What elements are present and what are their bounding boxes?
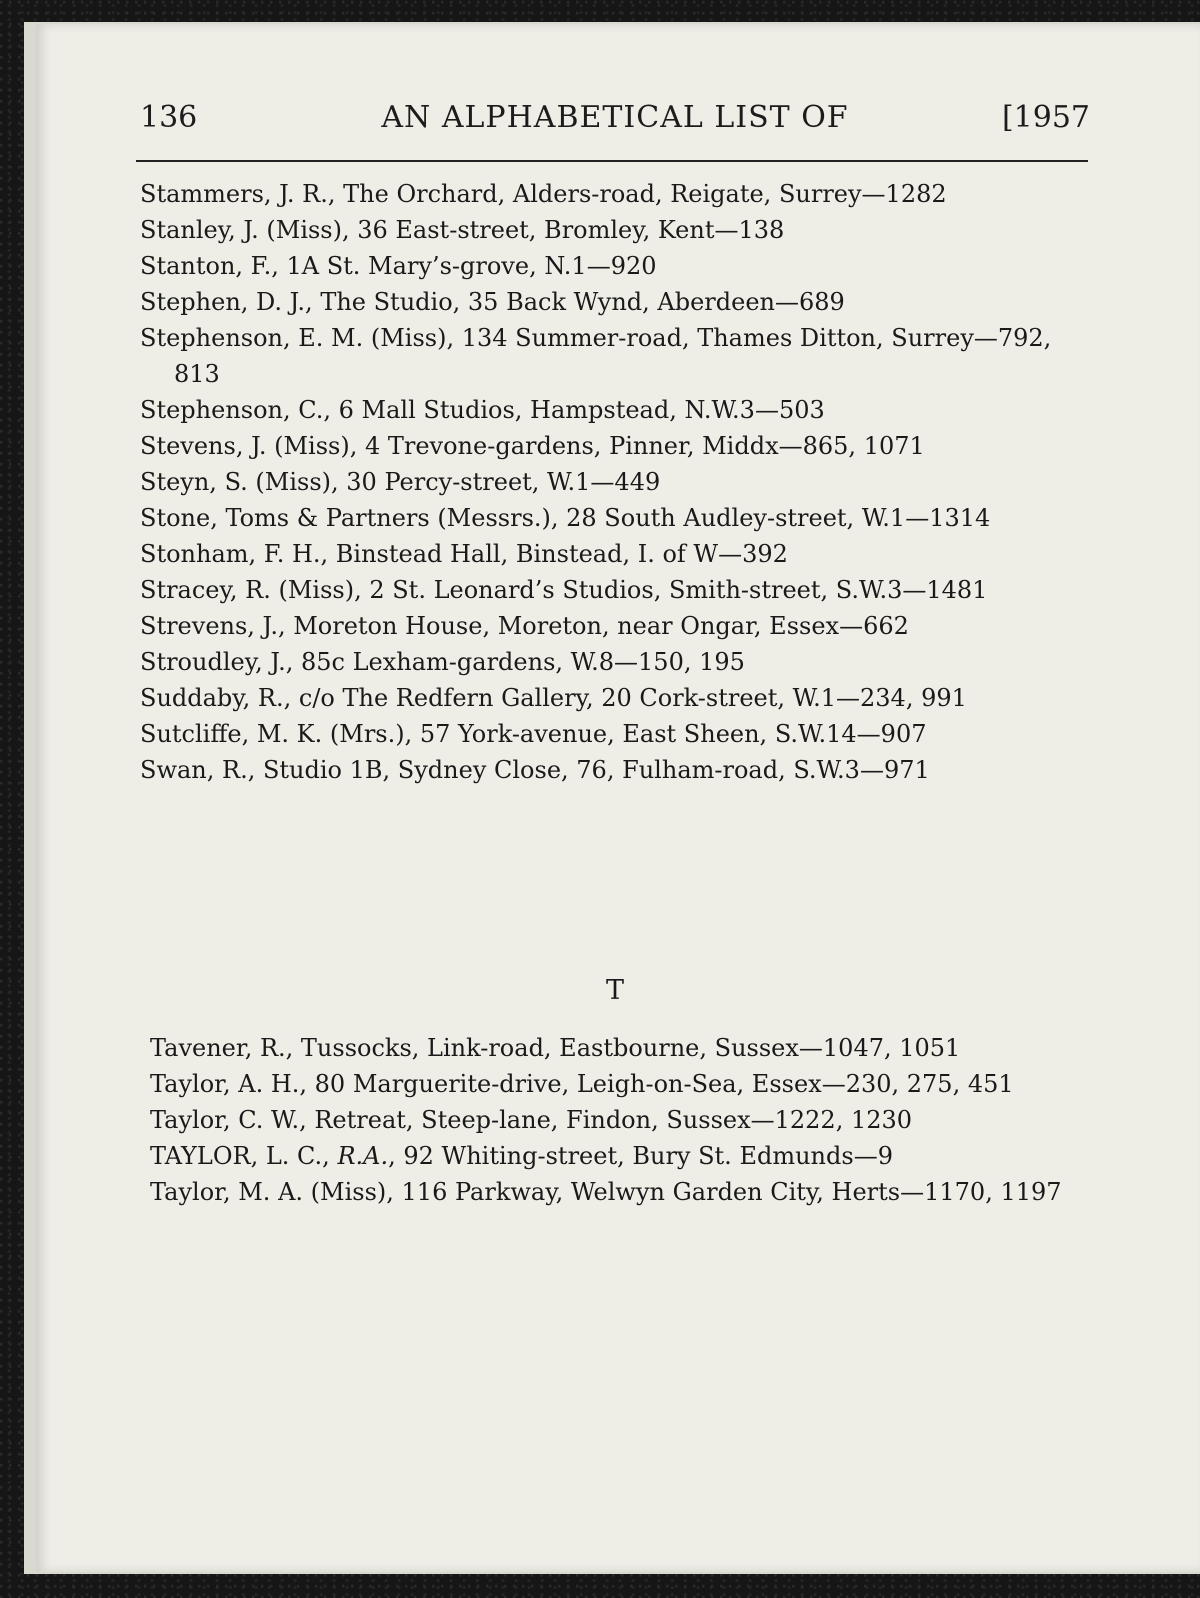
directory-entry: [140, 716, 1100, 752]
directory-entry: [140, 212, 1100, 248]
entry-name: Taylor, M. A.: [150, 1178, 304, 1206]
directory-entry: [150, 1030, 1110, 1066]
entry-name: Stracey, R.: [140, 576, 271, 604]
entry-name: Stonham, F. H.,: [140, 540, 329, 568]
entry-name: TAYLOR, L. C.,: [150, 1142, 330, 1170]
directory-entry: [140, 320, 1100, 392]
directory-entry: [140, 392, 1100, 428]
entry-refs: 150, 195: [638, 648, 745, 676]
entry-address: The Studio, 35 Back Wynd, Aberdeen: [312, 288, 776, 316]
directory-entry: [140, 608, 1100, 644]
entry-name: Stephen, D. J.,: [140, 288, 313, 316]
entry-address: Tussocks, Link-road, Eastbourne, Sussex: [293, 1034, 799, 1062]
entry-address: (Messrs.), 28 South Audley-street, W.1: [429, 504, 906, 532]
entry-refs: 138: [738, 216, 785, 244]
entry-address: (Miss), 36 East-street, Bromley, Kent: [258, 216, 715, 244]
running-header: [140, 100, 1090, 146]
entry-name: Steyn, S.: [140, 468, 248, 496]
entry-refs: 662: [863, 612, 909, 640]
entry-address: Studio 1B, Sydney Close, 76, Fulham-road, S.W.3: [255, 756, 860, 784]
entry-dash: —: [750, 1106, 775, 1134]
entry-dash: —: [798, 1034, 823, 1062]
year-marker: [1957: [1001, 100, 1090, 135]
entry-address: (Miss), 134 Summer-road, Thames Ditton, Surrey: [363, 324, 974, 352]
entry-name: Stone, Toms & Partners: [140, 504, 430, 532]
entry-name: Taylor, A. H.,: [150, 1070, 308, 1098]
entry-dash: —: [590, 468, 615, 496]
entry-refs: 230, 275, 451: [845, 1070, 1014, 1098]
directory-entry: [140, 464, 1100, 500]
entry-refs: 234, 991: [860, 684, 967, 712]
entry-dash: —: [861, 180, 886, 208]
entry-refs: 1170, 1197: [924, 1178, 1062, 1206]
directory-entry: [140, 248, 1100, 284]
entry-refs: 449: [614, 468, 661, 496]
entry-refs: 392: [742, 540, 788, 568]
directory-entry: [140, 752, 1100, 788]
entry-name: Strevens, J.,: [140, 612, 286, 640]
entry-address: (Miss), 4 Trevone-gardens, Pinner, Middx: [266, 432, 779, 460]
entry-dash: —: [614, 648, 639, 676]
entry-name: Stroudley, J.,: [140, 648, 294, 676]
entry-address: Moreton House, Moreton, near Ongar, Essex: [285, 612, 840, 640]
entry-address: , 92 Whiting-street, Bury St. Edmunds: [388, 1142, 854, 1170]
entry-dash: —: [902, 576, 927, 604]
entry-refs: 1314: [929, 504, 991, 532]
directory-entry: [140, 536, 1100, 572]
entry-refs: 971: [883, 756, 930, 784]
entry-address: The Orchard, Alders-road, Reigate, Surrey: [335, 180, 862, 208]
entry-dash: —: [836, 684, 861, 712]
entry-dash: —: [900, 1178, 925, 1206]
entry-name: Stanton, F.,: [140, 252, 279, 280]
directory-entry: [140, 176, 1100, 212]
entry-dash: —: [973, 324, 998, 352]
entry-dash: —: [714, 216, 739, 244]
entry-address: Binstead Hall, Binstead, I. of W: [328, 540, 719, 568]
entry-list-t: [150, 1030, 1110, 1210]
entry-dash: —: [586, 252, 611, 280]
directory-entry: [150, 1066, 1110, 1102]
entry-address: (Mrs.), 57 York-avenue, East Sheen, S.W.14: [322, 720, 857, 748]
entry-address: 85c Lexham-gardens, W.8: [293, 648, 615, 676]
entry-refs: 792, 813: [174, 324, 1052, 388]
entry-dash: —: [778, 432, 803, 460]
entry-dash: —: [718, 540, 743, 568]
entry-address: 80 Marguerite-drive, Leigh-on-Sea, Essex: [307, 1070, 822, 1098]
directory-entry: [140, 644, 1100, 680]
directory-entry: [150, 1174, 1110, 1210]
section-letter: T: [605, 975, 624, 1006]
entry-address: (Miss), 30 Percy-street, W.1: [247, 468, 591, 496]
directory-entry: [140, 680, 1100, 716]
entry-refs: 503: [778, 396, 825, 424]
entry-dash: —: [859, 756, 884, 784]
entry-name: Stephenson, C.,: [140, 396, 332, 424]
entry-refs: 907: [880, 720, 927, 748]
entry-refs: 1222, 1230: [774, 1106, 913, 1134]
entry-dash: —: [856, 720, 881, 748]
entry-dash: —: [853, 1142, 878, 1170]
entry-name: Stevens, J.: [140, 432, 267, 460]
directory-entry: [140, 428, 1100, 464]
entry-refs: 9: [877, 1142, 893, 1170]
entry-dash: —: [905, 504, 930, 532]
page-number: 136: [140, 100, 198, 135]
entry-refs: 920: [610, 252, 657, 280]
directory-entry: [140, 572, 1100, 608]
entry-list-s: [140, 176, 1100, 788]
entry-dash: —: [754, 396, 779, 424]
directory-entry: [140, 284, 1100, 320]
entry-address: c/o The Redfern Gallery, 20 Cork-street, W.1: [291, 684, 837, 712]
directory-entry: [140, 500, 1100, 536]
entry-title-abbrev: R.A.: [337, 1142, 389, 1170]
page-title: AN ALPHABETICAL LIST OF: [381, 100, 849, 135]
entry-address: 6 Mall Studios, Hampstead, N.W.3: [331, 396, 755, 424]
entry-name: Stammers, J. R.,: [140, 180, 336, 208]
entry-address: (Miss), 116 Parkway, Welwyn Garden City, Herts: [303, 1178, 901, 1206]
entry-refs: 689: [799, 288, 845, 316]
entry-dash: —: [821, 1070, 846, 1098]
entry-dash: —: [775, 288, 800, 316]
entry-address: (Miss), 2 St. Leonard’s Studios, Smith-street, S.W.3: [270, 576, 903, 604]
entry-name: Sutcliffe, M. K.: [140, 720, 323, 748]
entry-name: Suddaby, R.,: [140, 684, 292, 712]
entry-dash: —: [839, 612, 864, 640]
entry-address: Retreat, Steep-lane, Findon, Sussex: [306, 1106, 751, 1134]
entry-name: Taylor, C. W.,: [150, 1106, 307, 1134]
entry-refs: 1282: [885, 180, 947, 208]
entry-refs: 1047, 1051: [822, 1034, 961, 1062]
entry-address: 1A St. Mary’s-grove, N.1: [278, 252, 587, 280]
entry-name: Stephenson, E. M.: [140, 324, 364, 352]
entry-name: Stanley, J.: [140, 216, 259, 244]
directory-entry: [150, 1138, 1110, 1174]
entry-refs: 865, 1071: [802, 432, 925, 460]
entry-name: Swan, R.,: [140, 756, 256, 784]
directory-entry: [150, 1102, 1110, 1138]
header-rule: [136, 160, 1088, 162]
entry-refs: 1481: [926, 576, 988, 604]
entry-name: Tavener, R.,: [150, 1034, 294, 1062]
